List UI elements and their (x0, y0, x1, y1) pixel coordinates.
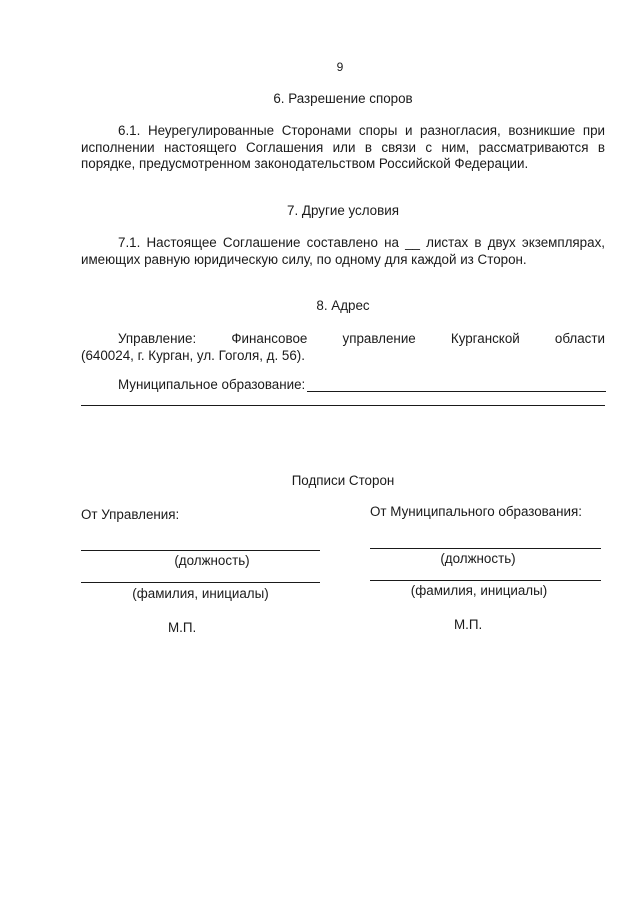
address-word: Управление: (118, 331, 197, 346)
section-other-title: 7. Другие условия (287, 203, 399, 218)
left-name-line (81, 582, 320, 583)
address-word: Курганской (450, 331, 520, 346)
section-other-text: 7.1. Настоящее Соглашение составлено на __ листах в двух экземплярах, имеющих равную юридическую силу, по одному для каждой из Сторон. (81, 235, 605, 267)
page-number: 9 (336, 60, 344, 74)
signatures-title: Подписи Сторон (291, 473, 395, 488)
right-from-label: От Муниципального образования: (370, 504, 582, 519)
address-word: Финансовое (231, 331, 308, 346)
left-position-caption: (должность) (174, 553, 250, 568)
left-name-caption: (фамилия, инициалы) (132, 586, 269, 601)
municipal-label: Муниципальное образование: (118, 377, 306, 392)
section-disputes-title: 6. Разрешение споров (273, 91, 413, 106)
address-word: области (554, 331, 605, 346)
section-disputes-text: 6.1. Неурегулированные Сторонами споры и разногласия, возникшие при исполнении настоящего Соглашения или в связи с ним, рассматриваются в порядке, предусмотренном законодательством Российской Федерации. (81, 123, 605, 171)
right-position-line (370, 548, 601, 549)
right-position-caption: (должность) (440, 551, 516, 566)
address-line-2: (640024, г. Курган, ул. Гоголя, д. 56). (81, 348, 305, 363)
left-seal: М.П. (168, 620, 197, 635)
municipal-fill-line-2 (81, 405, 605, 406)
municipal-fill-line (307, 377, 606, 392)
address-block (81, 330, 605, 364)
section-address-title: 8. Адрес (316, 298, 370, 313)
address-line-1 (81, 330, 605, 347)
address-word: управление (342, 331, 416, 346)
left-from-label: От Управления: (81, 507, 180, 522)
right-name-line (370, 580, 601, 581)
left-position-line (81, 550, 320, 551)
municipal-row (118, 377, 606, 392)
right-name-caption: (фамилия, инициалы) (410, 583, 548, 598)
right-seal: М.П. (454, 617, 483, 632)
